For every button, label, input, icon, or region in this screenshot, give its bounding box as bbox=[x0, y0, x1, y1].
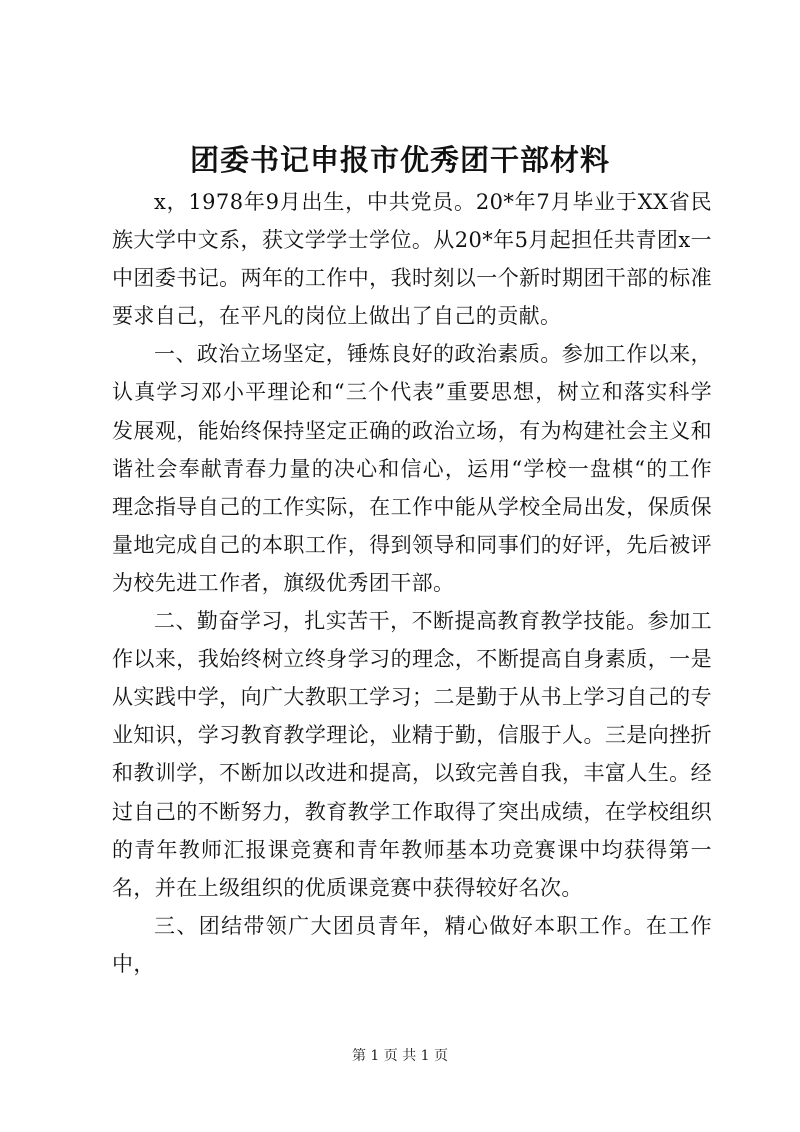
paragraph-section-2: 二、勤奋学习，扎实苦干，不断提高教育教学技能。参加工作以来，我始终树立终身学习的理念，不断提高自身素质，一是从实践中学，向广大教职工学习；二是勤于从书上学习自己的专业知识，学习教育教学理论，业精于勤，信服于人。三是向挫折和教训学，不断加以改进和提高，以致完善自我，丰富人生。经过自己的不断努力，教育教学工作取得了突出成绩，在学校组织的青年教师汇报课竞赛和青年教师基本功竞赛课中均获得第一名，并在上级组织的优质课竞赛中获得较好名次。 bbox=[112, 609, 712, 900]
paragraph-section-3: 三、团结带领广大团员青年，精心做好本职工作。在工作中， bbox=[112, 913, 712, 976]
page-footer: 第 1 页 共 1 页 bbox=[351, 1048, 449, 1064]
paragraph-intro: x，1978年9月出生，中共党员。20*年7月毕业于XX省民族大学中文系，获文学学士学位。从20*年5月起担任共青团x一中团委书记。两年的工作中，我时刻以一个新时期团干部的标准要求自己，在平凡的岗位上做出了自己的贡献。 bbox=[112, 190, 712, 329]
document-body bbox=[112, 183, 712, 983]
page-title: 团委书记申报市优秀团干部材料 bbox=[189, 143, 610, 177]
paragraph-section-1: 一、政治立场坚定，锤炼良好的政治素质。参加工作以来，认真学习邓小平理论和“三个代表”重要思想，树立和落实科学发展观，能始终保持坚定正确的政治立场，有为构建社会主义和谐社会奉献青春力量的决心和信心，运用“学校一盘棋“的工作理念指导自己的工作实际，在工作中能从学校全局出发，保质保量地完成自己的本职工作，得到领导和同事们的好评，先后被评为校先进工作者，旗级优秀团干部。 bbox=[112, 342, 712, 595]
